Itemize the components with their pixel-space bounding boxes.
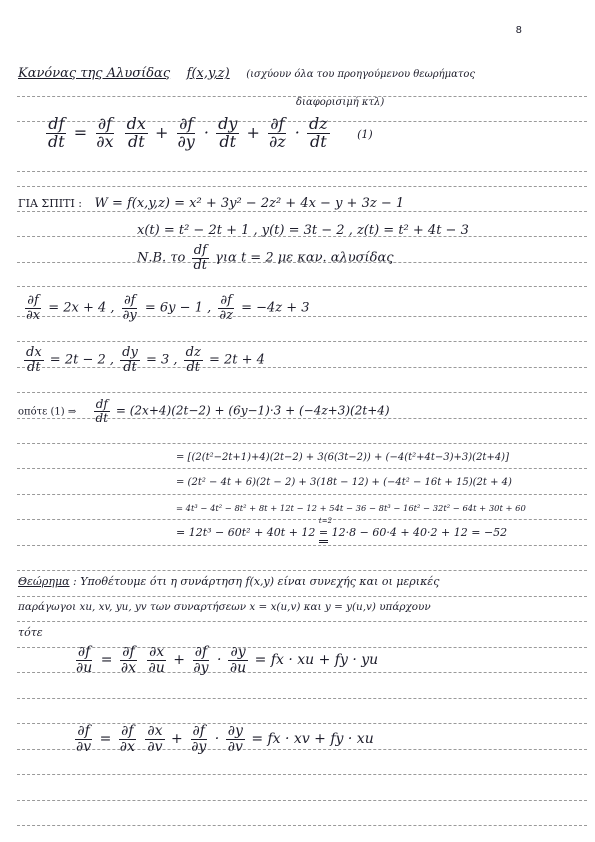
dot-sign: · (294, 122, 300, 142)
fraction-dx-dt: $\frac{dx}{dt}$ (126, 114, 146, 151)
fraction-zt: $\frac{dz}{dt}$ (185, 345, 201, 375)
ruled-line (17, 545, 587, 546)
plus-sign: + (155, 122, 169, 142)
ruled-line (17, 570, 587, 571)
compute-eval: 12·8 − 60·4 + 40·2 + 12 = (331, 526, 481, 539)
homework-params: x(t) = t² − 2t + 1 , y(t) = 3t − 2 , z(t) = t² + 4t − 3 (137, 223, 469, 238)
fraction-xt: $\frac{dx}{dt}$ (26, 345, 42, 375)
compute-line-4: = 4t³ − 4t² − 8t² + 8t + 12t − 12 + 54t − 36 − 8t³ − 16t² − 32t² − 64t + 30t + 60 (176, 503, 526, 513)
xt-value: = 2t − 2 , (49, 352, 115, 368)
fraction-df-dy: $\frac{\partial f}{\partial y}$ (191, 723, 207, 755)
ruled-line (17, 468, 587, 469)
plus-sign: + (246, 122, 260, 142)
fraction-fx: $\frac{\partial f}{\partial x}$ (26, 293, 41, 323)
theorem-text-3: τότε (18, 626, 43, 639)
equals-sign: = (73, 122, 88, 142)
compute-line-1: = (2x+4)(2t−2) + (6y−1)·3 + (−4z+3)(2t+4) (115, 403, 390, 418)
yt-value: = 3 , (145, 352, 178, 368)
theorem-label: Θεώρημα (18, 575, 70, 588)
fraction-df-dx: $\frac{\partial f}{\partial x}$ (119, 723, 135, 755)
equation-label: (1) (357, 127, 373, 141)
compute-line-2: = [(2(t²−2t+1)+4)(2t−2) + 3(6(3t−2)) + (−4(t²+4t−3)+3)(2t+4)] (176, 452, 509, 463)
compute-result-poly: = 12t³ − 60t² + 40t + 12 (176, 526, 316, 539)
ruled-line (17, 774, 587, 775)
plus-sign: + (171, 731, 183, 748)
chain-rule-formula (44, 116, 373, 151)
ruled-line (17, 286, 587, 287)
ruled-line (17, 341, 587, 342)
fraction-df-du: $\frac{\partial f}{\partial u}$ (76, 644, 93, 676)
fraction-dx-du: $\frac{\partial x}{\partial u}$ (148, 644, 165, 676)
theorem-text-1: : Υποθέτουμε ότι η συνάρτηση f(x,y) είναι συνεχής και οι μερικές (73, 575, 440, 588)
title-func: f(x,y,z) (186, 66, 230, 81)
fz-value: = −4z + 3 (241, 300, 310, 316)
fraction-fy: $\frac{\partial f}{\partial y}$ (122, 293, 137, 323)
ruled-line (17, 825, 587, 826)
ruled-line (17, 186, 587, 187)
task-suffix: για t = 2 με καν. αλυσίδας (215, 250, 394, 266)
ruled-line (17, 494, 587, 495)
eval-at-label: t=2 (318, 517, 333, 525)
task-prefix: Ν.Β. το (137, 250, 186, 266)
fraction-dy-du: $\frac{\partial y}{\partial u}$ (229, 644, 247, 676)
homework-w: W = f(x,y,z) = x² + 3y² − 2z² + 4x − y + 3z − 1 (94, 196, 405, 211)
title-note-1: (ισχύουν όλα του προηγούμενου θεωρήματος (246, 69, 476, 80)
homework-task (137, 244, 394, 272)
fraction-df-dt: $\frac{df}{dt}$ (48, 114, 65, 151)
fraction-dx-dv: $\frac{\partial x}{\partial v}$ (147, 723, 163, 755)
plus-sign: + (173, 652, 185, 669)
compute-final-value: −52 (483, 526, 508, 539)
fraction-fz: $\frac{\partial f}{\partial z}$ (219, 293, 233, 323)
ruled-line (17, 443, 587, 444)
homework-label: ΓΙΑ ΣΠΙΤΙ : (18, 197, 83, 210)
compute-line-3: = (2t² − 4t + 6)(2t − 2) + 3(18t − 12) + (−4t² − 16t + 15)(2t + 4) (176, 477, 512, 488)
zt-value: = 2t + 4 (208, 352, 265, 368)
ruled-line (17, 211, 587, 212)
theorem-v-rhs: = fx · xv + fy · xu (251, 731, 374, 748)
compute-line-5 (176, 517, 508, 539)
theorem-formula-v (72, 724, 374, 754)
title-heading: Κανόνας της Αλυσίδας (18, 66, 171, 81)
fraction-df-dy: $\frac{\partial f}{\partial y}$ (193, 644, 209, 676)
fraction-df-dx: $\frac{\partial f}{\partial x}$ (120, 644, 137, 676)
dot-sign: · (217, 652, 222, 669)
fraction-dy-dv: $\frac{\partial y}{\partial v}$ (227, 723, 243, 755)
fraction-dz-dt: $\frac{dz}{dt}$ (308, 114, 328, 151)
equals-sign: = (99, 731, 112, 748)
ruled-line (17, 800, 587, 801)
partials-row (22, 294, 310, 322)
fy-value: = 6y − 1 , (144, 300, 212, 316)
fx-value: = 2x + 4 , (48, 300, 115, 316)
theorem-u-rhs: = fx · xu + fy · yu (254, 652, 379, 669)
page-number: 8 (515, 25, 522, 36)
ruled-line (17, 698, 587, 699)
eval-equals: = (319, 526, 328, 543)
theorem-formula-u (72, 645, 378, 675)
compute-prefix: οπότε (1) ⇒ (18, 406, 77, 418)
ruled-line (17, 519, 587, 520)
compute-first-line (18, 398, 390, 424)
ruled-line (17, 596, 587, 597)
fraction-partial-f-y: $\frac{\partial f}{\partial y}$ (177, 114, 195, 151)
theorem-line-1 (18, 575, 439, 588)
fraction-df-dv: $\frac{\partial f}{\partial v}$ (76, 723, 92, 755)
ruled-line (17, 171, 587, 172)
homework-function (18, 196, 404, 211)
equals-sign: = (100, 652, 113, 669)
ruled-line (17, 392, 587, 393)
title-note-2: διαφορισιμή κτλ) (296, 97, 385, 108)
fraction-partial-f-z: $\frac{\partial f}{\partial z}$ (268, 114, 286, 151)
fraction-dy-dt: $\frac{dy}{dt}$ (218, 114, 238, 151)
section-title (18, 66, 475, 81)
param-derivs-row (22, 346, 265, 374)
fraction-task-df-dt: $\frac{df}{dt}$ (193, 243, 208, 273)
fraction-yt: $\frac{dy}{dt}$ (122, 345, 138, 375)
theorem-text-2: παράγωγοι xu, xv, yu, yv των συναρτήσεων x = x(u,v) και y = y(u,v) υπάρχουν (18, 601, 431, 613)
dot-sign: · (214, 731, 220, 748)
ruled-line (17, 621, 587, 622)
fraction-partial-f-x: $\frac{\partial f}{\partial x}$ (96, 114, 114, 151)
dot-sign: · (203, 122, 210, 142)
fraction-compute-df-dt: $\frac{df}{dt}$ (95, 397, 109, 425)
